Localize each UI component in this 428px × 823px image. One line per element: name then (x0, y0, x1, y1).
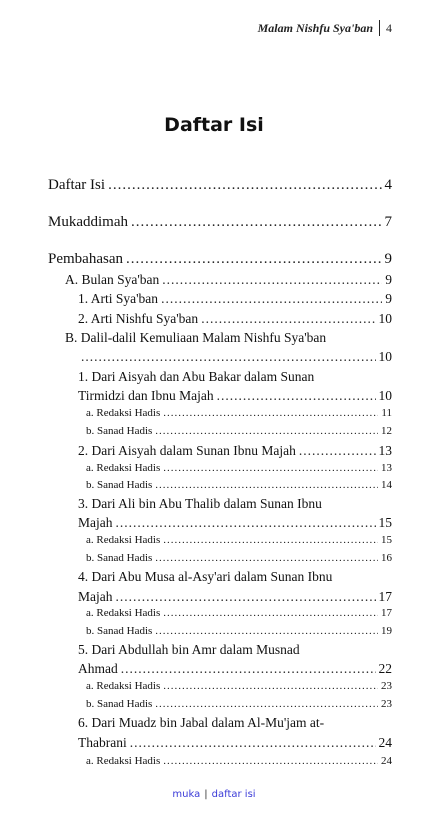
leader-dots (217, 388, 376, 404)
toc-entry-abumusa-line1[interactable]: 4. Dari Abu Musa al-Asy'ari dalam Sunan Ibnu (78, 569, 333, 584)
leader-dots (163, 680, 378, 692)
toc-entry-daftar-isi[interactable]: Daftar Isi ..... 4 (48, 177, 392, 194)
toc-entry-redaksi-hadis[interactable]: a. Redaksi Hadis ..... 17 (86, 607, 392, 619)
toc-entry-sanad-hadis[interactable]: b. Sanad Hadis ..... 16 (86, 552, 392, 564)
leader-dots (116, 515, 376, 531)
leader-dots (126, 251, 382, 268)
leader-dots (163, 407, 378, 419)
toc-entry-pembahasan[interactable]: Pembahasan ..... 9 (48, 251, 392, 268)
toc-entry-redaksi-hadis[interactable]: a. Redaksi Hadis ..... 11 (86, 407, 392, 419)
leader-dots (155, 552, 378, 564)
toc-entry-redaksi-hadis[interactable]: a. Redaksi Hadis ..... 13 (86, 462, 392, 474)
link-muka[interactable]: muka (172, 789, 201, 800)
toc-entry-sanad-hadis[interactable]: b. Sanad Hadis ..... 19 (86, 625, 392, 637)
toc-entry-aisyah-abubakar-line2[interactable]: Tirmidzi dan Ibnu Majah ..... 10 (78, 388, 392, 404)
leader-dots (163, 607, 378, 619)
toc-entry-sanad-hadis[interactable]: b. Sanad Hadis ..... 14 (86, 479, 392, 491)
toc-entry-bulan-syaban[interactable]: A. Bulan Sya'ban ..... 9 (65, 272, 392, 288)
toc-entry-redaksi-hadis[interactable]: a. Redaksi Hadis ..... 24 (86, 755, 392, 767)
leader-dots (155, 425, 378, 437)
leader-dots (201, 311, 375, 327)
toc-entry-mukaddimah[interactable]: Mukaddimah ..... 7 (48, 214, 392, 231)
footer-separator: | (204, 789, 208, 800)
page-title: Daftar Isi (164, 114, 264, 136)
toc-entry-dalil-line2[interactable]: ..... 10 (78, 349, 392, 365)
toc-entry-aisyah-abubakar-line1[interactable]: 1. Dari Aisyah dan Abu Bakar dalam Sunan (78, 369, 315, 384)
leader-dots (162, 272, 382, 288)
toc-entry-muadz-line2[interactable]: Thabrani ..... 24 (78, 735, 392, 751)
footer-nav (0, 789, 428, 800)
toc-entry-ali-line1[interactable]: 3. Dari Ali bin Abu Thalib dalam Sunan Ibnu (78, 496, 322, 511)
book-title: Malam Nishfu Sya'ban (257, 20, 373, 35)
toc-entry-aisyah-ibnu-majah[interactable]: 2. Dari Aisyah dalam Sunan Ibnu Majah ..... 13 (78, 443, 392, 459)
page-number: 4 (386, 20, 392, 35)
leader-dots (299, 443, 376, 459)
leader-dots (121, 661, 376, 677)
leader-dots (163, 462, 378, 474)
toc-entry-sanad-hadis[interactable]: b. Sanad Hadis ..... 23 (86, 698, 392, 710)
leader-dots (81, 349, 376, 365)
leader-dots (155, 625, 378, 637)
leader-dots (155, 479, 378, 491)
leader-dots (161, 291, 382, 307)
leader-dots (116, 589, 376, 605)
toc-entry-muadz-line1[interactable]: 6. Dari Muadz bin Jabal dalam Al-Mu'jam at- (78, 715, 325, 730)
leader-dots (108, 177, 381, 194)
toc-entry-redaksi-hadis[interactable]: a. Redaksi Hadis ..... 15 (86, 534, 392, 546)
leader-dots (163, 534, 378, 546)
link-daftar-isi[interactable]: daftar isi (211, 789, 256, 800)
toc-entry-abumusa-line2[interactable]: Majah ..... 17 (78, 589, 392, 605)
toc-entry-ali-line2[interactable]: Majah ..... 15 (78, 515, 392, 531)
leader-dots (131, 214, 382, 231)
toc-entry-arti-syaban[interactable]: 1. Arti Sya'ban ..... 9 (78, 291, 392, 307)
toc-entry-abdullah-line1[interactable]: 5. Dari Abdullah bin Amr dalam Musnad (78, 642, 300, 657)
running-header (258, 20, 392, 36)
toc-entry-arti-nishfu-syaban[interactable]: 2. Arti Nishfu Sya'ban ..... 10 (78, 311, 392, 327)
leader-dots (130, 735, 376, 751)
toc-entry-redaksi-hadis[interactable]: a. Redaksi Hadis ..... 23 (86, 680, 392, 692)
toc-entry-sanad-hadis[interactable]: b. Sanad Hadis ..... 12 (86, 425, 392, 437)
toc-entry-dalil-line1[interactable]: B. Dalil-dalil Kemuliaan Malam Nishfu Sya'ban (65, 330, 327, 345)
leader-dots (155, 698, 378, 710)
toc-entry-abdullah-line2[interactable]: Ahmad ..... 22 (78, 661, 392, 677)
header-divider (379, 20, 380, 36)
leader-dots (163, 755, 378, 767)
